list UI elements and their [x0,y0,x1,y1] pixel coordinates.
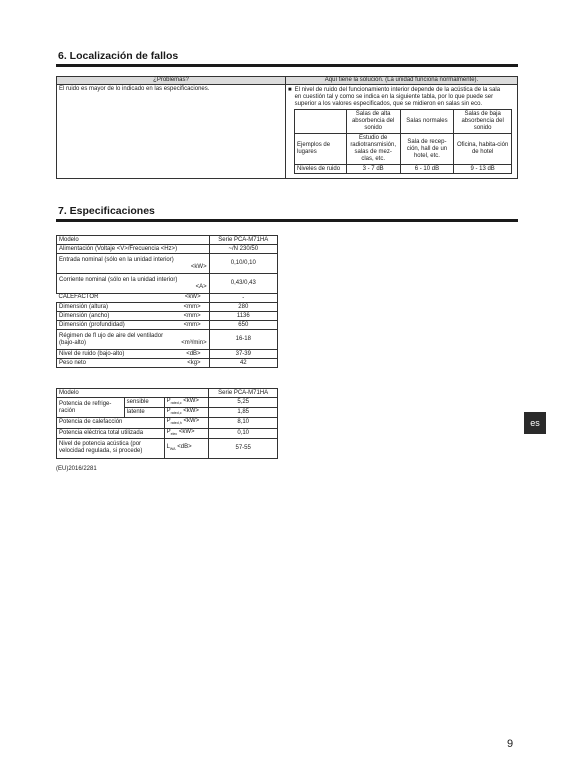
solution-text: El nivel de ruido del funcionamiento interior depende de la acústica de la sala en cuestión tal y como se indica en la siguiente tabla, por lo que puede ser superior a los valores especificados, que se midieron en salas sin eco. [294,87,501,107]
eco-heating-unit-cell [164,418,209,428]
section-7-rule [56,219,518,222]
eco-elec-unit-cell [164,428,209,438]
eco-sensible-sub: rated,c [170,401,182,406]
spec-input-label: Entrada nominal (sólo en la unidad interior) [59,256,174,263]
eco-sound-label: Nivel de potencia acústica (por velocidad regulada, si procede) [57,438,165,458]
eco-sound-unit-cell [164,438,209,458]
spec-weight-row-label [57,359,210,368]
eco-heating-sub: rated,h [170,421,182,426]
eco-sensible-unit: <kW> [183,398,199,404]
spec-depth-label: Dimensión (profundidad) [59,321,125,328]
language-tab-es: es [524,412,546,434]
eco-heating-unit: <kW> [183,418,200,425]
eco-latent-value: 1,85 [209,408,278,418]
spec-width-value: 1136 [209,312,277,321]
spec-power-supply-label: Alimentación (Voltaje <V>/Frecuencia <Hz>) [57,245,210,254]
spec-current-unit: <A> [195,283,207,290]
inner-examples-low: Oficina, habita-ción de hotel [454,134,512,165]
eco-latent-unit: <kW> [183,408,199,415]
spec-height-row-label [57,303,210,312]
inner-noise-high: 3 - 7 dB [346,165,400,174]
eco-sensible-value: 5,25 [209,398,278,408]
eco-latent-sub: rated,c [170,411,182,416]
eco-latent-unit-cell [164,408,209,418]
spec-current-value: 0,43/0,43 [209,274,277,294]
specifications-table [56,235,278,368]
eco-model-label: Modelo [57,389,209,398]
spec-heater-row-label [57,294,209,301]
eco-heating-sym: P [166,418,171,425]
spec-current-row-label [57,274,210,294]
eco-sound-value: 57-55 [209,438,278,458]
spec-noise-unit: <dB> [186,350,201,357]
col-problem-header: ¿Problemas? [57,77,286,85]
room-acoustics-table [294,109,512,174]
section-6-title: 6. Localización de fallos [58,50,179,62]
inner-examples-normal: Sala de recep-ción, hall de un hotel, etc. [400,134,454,165]
eco-heating-value: 8,10 [209,418,278,428]
inner-row-noise-label: Niveles de ruido [295,165,347,174]
spec-current-label: Corriente nominal (sólo en la unidad interior) [59,276,178,283]
eco-elec-value: 0,10 [209,428,278,438]
ecodesign-table [56,388,278,459]
eco-sensible-sym: P [166,398,171,404]
spec-input-value: 0,10/0,10 [209,254,277,274]
eco-sensible-unit-cell [164,398,209,408]
spec-heater-label: CALEFACTOR [58,294,99,300]
spec-noise-row-label [57,350,210,359]
inner-header-normal: Salas normales [400,110,454,134]
spec-height-label: Dimensión (altura) [59,303,109,310]
spec-heater-unit: <kW> [184,294,201,300]
bullet-icon: ■ [288,87,292,93]
col-solution-header: Aquí tiene la solución. (La unidad funciona normalmente). [286,77,518,85]
spec-weight-value: 42 [209,359,277,368]
problem-cell: El ruido es mayor de lo indicado en las especificaciones. [57,85,286,179]
spec-noise-value: 37-39 [209,350,277,359]
inner-row-examples-label: Ejemplos de lugares [295,134,347,165]
inner-header-high: Salas de alta absorbencia del sonido [346,110,400,134]
eco-sensible-label: sensible [124,398,164,408]
eco-sound-unit: <dB> [177,443,192,450]
spec-heater-value: - [209,294,277,303]
spec-weight-label: Peso neto [59,359,87,366]
spec-depth-unit: <mm> [183,321,201,328]
eco-sound-sub: WA [169,446,176,451]
spec-model-label: Modelo [57,236,210,245]
inner-examples-high: Estudio de radiotransmisión, salas de mez-clas, etc. [346,134,400,165]
eco-latent-sym: P [166,408,171,415]
spec-weight-unit: <kg> [187,359,201,366]
spec-width-row-label [57,312,210,321]
spec-depth-value: 650 [209,321,277,330]
section-7-title: 7. Especificaciones [58,205,155,217]
eco-elec-sym: P [166,428,171,435]
inner-noise-normal: 6 - 10 dB [400,165,454,174]
spec-airflow-unit: <m³/min> [181,339,207,346]
regulation-note: (EU)2016/2281 [56,466,97,472]
eco-sound-sym: L [166,443,170,450]
eco-elec-unit: <kW> [178,428,195,435]
page-number: 9 [507,738,514,750]
eco-heating-label: Potencia de calefacción [57,418,165,428]
spec-height-value: 280 [209,303,277,312]
spec-width-unit: <mm> [183,312,201,319]
eco-model-value: Serie PCA-M71HA [209,389,278,398]
eco-latent-label: latente [124,408,164,418]
eco-elec-sub: elec [170,431,178,436]
spec-airflow-label: Régimen de fl ujo de aire del ventilador (bajo-alto) [59,332,164,346]
spec-input-unit: <kW> [190,263,207,270]
spec-input-row-label [57,254,210,274]
section-6-rule [56,64,518,67]
inner-header-low: Salas de baja absorbencia del sonido [454,110,512,134]
inner-noise-low: 9 - 13 dB [454,165,512,174]
spec-height-unit: <mm> [183,303,201,310]
spec-power-supply-value: ~/N 230/50 [209,245,277,254]
eco-elec-label: Potencia eléctrica total utilizada [57,428,165,438]
spec-airflow-value: 16-18 [209,330,277,350]
solution-cell [286,85,518,179]
troubleshooting-table [56,76,518,179]
spec-model-value: Serie PCA-M71HA [209,236,277,245]
spec-noise-label: Nivel de ruido (bajo-alto) [59,350,125,357]
spec-width-label: Dimensión (ancho) [59,312,110,319]
eco-cooling-label: Potencia de refrige-ración [57,398,125,418]
inner-empty-cell [295,110,347,134]
spec-depth-row-label [57,321,210,330]
spec-airflow-row-label [57,330,210,350]
